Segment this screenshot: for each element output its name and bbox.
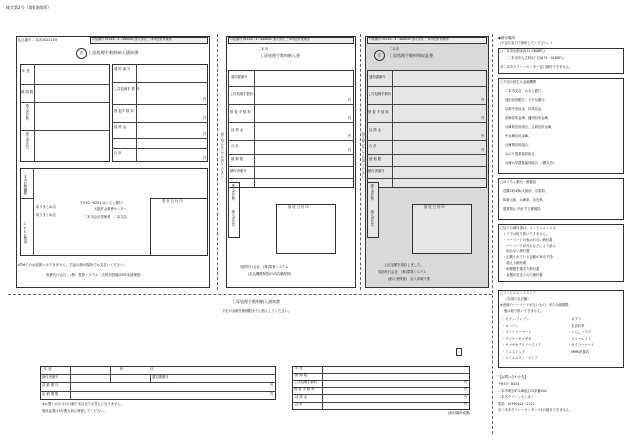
bank-line: 中兵庫信用金庫、 [505, 134, 532, 138]
bottom-t1-payer: 納付者番号 [42, 375, 59, 379]
bottom-yen-c: 円 [464, 380, 468, 384]
slip3-vertical-address: 納入者住所 [369, 184, 374, 201]
bank-line: 兵庫県信用組合、 [505, 143, 532, 147]
cvs-note-line: 取れない納付書 [503, 249, 530, 254]
slip1-postal-b: 大阪貯金事務センター [94, 207, 127, 211]
slip1-yen-2: 円 [203, 116, 207, 120]
contact-line: 電話 (0790)43－2212 [498, 401, 535, 406]
cvs-note-line: ・納期限を過ぎた納付書 [503, 266, 540, 271]
cvs-note-line: トアでは取り扱いできません。 [503, 232, 550, 236]
bottom-yen-e: 円 [464, 395, 468, 399]
slip1-vertical-bank: 二本市収納機関 [22, 172, 27, 196]
slip1-row-year: 年 度 [22, 69, 30, 73]
contact-line: 二本市明石町3-8地区25条番402 [498, 388, 547, 393]
bottom-t1-head-1: 科 [120, 367, 124, 371]
bottom-foot1: ※お問い合わせの口頭で本日全てお答えになりません。 [42, 402, 125, 406]
slip2-receipt-label: 領 収 日 付 印 [288, 205, 309, 209]
slip3-account-text: 口座番号 01140－4－960041 加入者名 二本市会計管理者 [369, 37, 449, 41]
slip1-note1: ATMでのお取扱いはできません。右記の納付場所でお支払いください。 [18, 263, 127, 267]
sidebar-item4: □ゆうちょ銀行・郵便局 [500, 180, 537, 184]
cut-line-horizontal [8, 294, 492, 295]
slip1-acct-no: 払込番号 二本市2022154 [18, 38, 57, 42]
bottom-t1-head-2: 目 [150, 367, 154, 371]
sidebar-item5: □以下の納付書は、コンビニエンスス [500, 226, 556, 230]
slip2-note2: (払込機関保管/CVS店舗保管) [248, 272, 292, 276]
post-line: 和歌山県、兵庫県、奈良県、 [503, 198, 546, 202]
slip1-row-reminder: 督 促手 数 料 [114, 109, 134, 113]
slip1-row-fee: し尿処理手 数 料 [114, 87, 140, 91]
bank-line: 尼崎信用金庫、播州信用金庫、 [505, 116, 552, 120]
bottom-t2-due: 納 期 限 [295, 373, 307, 377]
cvs-store: ・生活彩家 [568, 323, 585, 328]
cvs-store: ・ローソン [502, 323, 519, 328]
cvs-store: ・セイコーマート [568, 343, 595, 347]
sidebar-item1: □二本市出納室(072-2808代) [500, 49, 545, 53]
cvs-note2: 後は取り扱いできません。 [504, 309, 544, 313]
cvs-note: ※表面のバーコードがないもの、または納期限 [500, 303, 569, 307]
slip1-row-address: 納入者住所 [24, 104, 29, 121]
contact-header: 【お問い合わせ先】 [498, 375, 528, 379]
slip3-yen-4: 円 [481, 148, 485, 152]
slip1-row-due: 納 期 限 [21, 90, 33, 94]
slip3-row-reminder: 督 促 手 数 料 [368, 110, 389, 114]
cvs-store: ・セブン-イレブン [502, 317, 530, 321]
slip2-table [228, 70, 354, 188]
bank-line: 二本市支店、みなと銀行、 [505, 89, 545, 93]
bottom-title: し尿処理手数料納入通知書 [232, 299, 280, 304]
bottom-t1-notice-no: 通知書番号 [152, 375, 169, 379]
cvs-store: ・MMK設置店 [568, 349, 590, 354]
slip2-vertical-cut: 切り取らないでお出しください [219, 132, 224, 179]
post-line: 滋賀県)に所在する郵便局 [503, 207, 541, 211]
slip1-receipt-label: 領 収 日 付 印 [162, 199, 183, 203]
cvs-store: ・ミニストップ [502, 349, 525, 354]
bottom-t2-year: 年 度 [295, 366, 303, 370]
slip2-yen-1: 円 [348, 98, 352, 102]
cvs-store: ・スリーエイト [568, 336, 592, 341]
bottom-yen-f: 円 [464, 402, 468, 406]
slip3-receipt-label: 領 収 日 付 印 [424, 205, 445, 209]
contact-lines [498, 383, 626, 416]
form-id: 様式第2号（第6条関係） [6, 5, 52, 10]
slip3-row-due: 納 期 限 [369, 157, 381, 161]
slip2-row-due: 納 期 限 [231, 157, 243, 161]
slip2-vertical-name: 納入者氏名 [230, 210, 235, 227]
slip2-receipt-stamp [276, 204, 336, 254]
slip1-yen-4: 円 [203, 156, 207, 160]
contact-line: 〒673－8434 [498, 382, 520, 386]
slip1-receipt-stamp [150, 198, 208, 256]
bottom-t2-total: 合 計 [295, 402, 303, 406]
cvs-store: ・くらしハウス [568, 330, 591, 334]
sidebar-item3: □下記の指定の金融機関 [500, 80, 537, 84]
slip2-title: し尿処理手数料納入書 [260, 53, 300, 58]
slip3-yen-3: 円 [481, 134, 485, 138]
slip3-title: し尿処理手数料領収証書 [389, 53, 433, 58]
slip2-account-text: 口座番号 01140－4－960041 加入者名 二本市会計管理者 [230, 37, 310, 41]
bottom-t1-date: 収 納 期 日 [42, 383, 59, 387]
sidebar-item2: 各二本市クリーンセンター窓口納付できません。 [500, 65, 573, 69]
cvs-note-line: バーコードが汚れなどにより読み [503, 243, 556, 248]
slip3-row-payer: 納付者番号 [368, 169, 385, 173]
slip2-row-reminder: 督 促 手 数 料 [230, 110, 251, 114]
bank-line: 池田泉州銀行、りそな銀行、 [505, 98, 548, 102]
cut-line-1 [217, 34, 218, 290]
slip1-yen-1: 円 [203, 97, 207, 101]
slip1-title: し尿処理手数料納入通知書 [88, 50, 139, 55]
contact-line: 各二本市クリーンセンターで1日納付できません。 [498, 408, 573, 412]
cvs-store-list-right [568, 318, 622, 357]
slip2-row-fee: し尿処理手数料 [230, 92, 254, 96]
cvs-header: □コンビニエンスストア [500, 291, 536, 295]
slip1-account-text: 口座番号 01140－4－960041 加入者名 二本市会計管理者 [92, 37, 172, 41]
slip3-note: 上記金額を領収しました。 [384, 263, 424, 267]
slip2-vertical-address: 納入者住所 [230, 184, 235, 201]
bottom-yen-d: 円 [464, 387, 468, 391]
sidebar-sub: （下記の窓口で納付してください。） [498, 41, 555, 45]
bottom-t1-year: 年 度 [44, 367, 52, 371]
sidebar-item1b: 二本市市大文町5丁目(072－0180代) [508, 56, 564, 60]
bottom-foot2: 領収証書は5年間大切に保管してください。 [42, 409, 107, 413]
slip1-small2: 取りまとめ店 [36, 213, 56, 217]
slip3-row-delay: 延 滞 金 [369, 128, 381, 132]
post-line: 近畿2府4県(大阪府、京都府、 [503, 189, 549, 193]
slip1-row-notice-no: 通 知 番 号 [114, 67, 131, 71]
slip1-postal-a: 〒530－8791 ゆうちょ銀行 [80, 201, 123, 205]
slip3-yen-1: 円 [481, 98, 485, 102]
slip1-seal-circle: 在 [76, 48, 87, 59]
bottom-yen-b: 円 [270, 392, 274, 396]
slip2-yen-3: 円 [348, 134, 352, 138]
slip2-row-notice: 通知書番号 [231, 75, 248, 79]
cvs-sub: （全国の各店舗） [504, 297, 531, 301]
slip2-yen-4: 円 [348, 148, 352, 152]
bottom-t2-reminder: 督 促 手 数 料 [294, 387, 315, 391]
bottom-t2-delay: 延 滞 金 [295, 395, 307, 399]
slip3-note2: 収納代行会社：(株)電算システム [378, 270, 427, 274]
slip2-org: 二本市 [258, 47, 268, 51]
slip3-row-notice: 通知書番号 [369, 75, 386, 79]
bank-line: みのり農業協同組合、 [505, 152, 538, 156]
slip2-note: 収納代行会社：(株)電算システム [240, 265, 289, 269]
bottom-inquiry: (納付場所表裏) [448, 411, 471, 415]
cvs-note-line: ・バーコードの表示がない納付書、 [503, 237, 556, 242]
slip2-yen-2: 円 [348, 116, 352, 120]
slip3-note3: (納入者保管) 収入印紙不要 [388, 277, 431, 281]
bank-line: 兵庫六甲農業協同組合 （糖本店） [505, 161, 557, 165]
slip1-note2: 取扱代行会社：（株）電算システム（夫町村役場/CVS本部保管） [46, 273, 144, 277]
contact-line: 二本市クリーンセンター [498, 395, 535, 399]
cvs-store: ・ヤマザキデイリーストア [502, 343, 542, 347]
slip3-seal-circle: 在 [374, 50, 385, 61]
slip3-row-total: 合 計 [369, 144, 377, 148]
sidebar-cvs-notes [503, 233, 621, 279]
cvs-store: ・ファミリーマート [502, 330, 532, 334]
bank-line: 兵庫県信用組合、日新信用金庫、 [505, 125, 555, 129]
bank-line: 京都中央信金、但馬信金、 [505, 107, 545, 111]
slip1-row-total: 合 計 [114, 151, 122, 155]
cut-line-3 [492, 34, 493, 434]
slip3-vertical-cut: 切り取らないでお出しください [360, 132, 365, 179]
slip1-row-name: 納入者氏名 [24, 132, 29, 149]
cvs-note-line: 超える納付書 [503, 260, 527, 265]
slip1-postal-c: 二本市会計管理者 二本支店 [84, 215, 127, 219]
cvs-note-line: ・記載されている金額が30万円を [503, 255, 554, 260]
bottom-table-left [40, 366, 276, 400]
slip3-table [367, 70, 487, 188]
bottom-small-mark [456, 348, 462, 356]
slip1-small1: 取りまとめ店 [36, 205, 56, 209]
bottom-t1-limit: 収 納 期 限 [42, 392, 59, 396]
bottom-t2-fee: し尿処理手数料 [294, 380, 318, 384]
cvs-note-line: ・金額が訂正された納付書 [503, 272, 543, 277]
slip1-yen-3: 円 [203, 132, 207, 136]
cvs-store: ・コミュニティ・ストア [502, 356, 538, 360]
slip3-receipt-stamp [412, 204, 472, 254]
slip3-row-fee: し尿処理手数料 [368, 92, 392, 96]
cvs-store: ・デイリーヤマザキ [502, 336, 532, 341]
slip2-row-total: 合 計 [231, 144, 239, 148]
slip1-row-delay: 延 滞 金 [114, 125, 126, 129]
slip2-row-payer: 納付者番号 [230, 169, 247, 173]
slip3-yen-2: 円 [481, 116, 485, 120]
slip2-row-delay: 延 滞 金 [231, 128, 243, 132]
cvs-store-list-left [502, 318, 564, 364]
sidebar-bank-list [505, 90, 623, 171]
sidebar-header: ◆納付場所 [498, 36, 516, 40]
bottom-yen-a: 円 [270, 383, 274, 387]
cvs-store: ・ポプラ [568, 317, 582, 321]
slip1-vertical-cvs: CVS収納用 [22, 222, 27, 244]
bottom-sub: 下記の金額を納期限までに納入してください。 [222, 309, 292, 313]
slip3-vertical-name: 納入者氏名 [369, 210, 374, 227]
slip3-org: 二本市 [389, 47, 399, 51]
